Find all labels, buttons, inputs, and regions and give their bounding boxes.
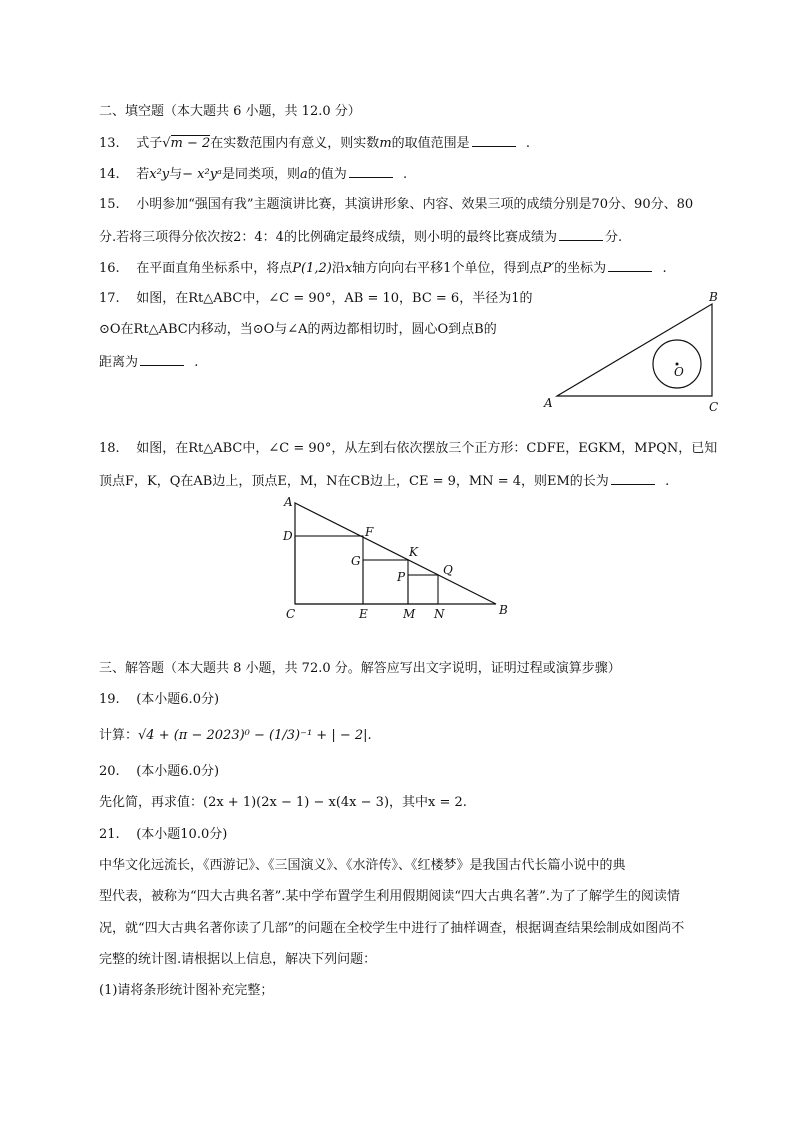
label-e-18: E bbox=[359, 607, 368, 621]
q16-axis: x bbox=[344, 261, 353, 276]
question-21-line-2: 型代表，被称为“四大古典名著”.某中学布置学生利用假期阅读“四大古典名著”.为了了解学生的阅读情 bbox=[99, 889, 680, 904]
q16-answer-blank[interactable] bbox=[608, 259, 652, 272]
square-cdfe bbox=[295, 536, 363, 604]
q19-number: 19. bbox=[99, 692, 120, 707]
label-c-18: C bbox=[286, 607, 296, 621]
q13-number: 13. bbox=[99, 136, 120, 151]
q16-number: 16. bbox=[99, 261, 120, 276]
q15-line1: 小明参加“强国有我”主题演讲比赛，其演讲形象、内容、效果三项的成绩分别是70分、90分、80 bbox=[136, 197, 694, 212]
q17-number: 17. bbox=[99, 291, 120, 306]
q14-var: a bbox=[299, 167, 308, 182]
question-15-line-1 bbox=[99, 196, 693, 214]
question-17-line-1 bbox=[99, 290, 532, 308]
triangle-abc-18 bbox=[295, 503, 496, 604]
q14-post2: 的值为 bbox=[307, 167, 347, 182]
q15-number: 15. bbox=[99, 197, 120, 212]
q21-score: (本小题10.0分) bbox=[136, 827, 228, 842]
question-19-header bbox=[99, 691, 219, 709]
question-21-line-1: 中华文化远流长，《西游记》、《三国演义》、《水浒传》、《红楼梦》是我国古代长篇小说中的典 bbox=[99, 858, 626, 873]
q17-line3: 距离为 bbox=[99, 355, 139, 370]
q16-pre: 在平面直角坐标系中，将点 bbox=[136, 261, 293, 276]
q18-number: 18. bbox=[99, 441, 120, 456]
question-20-body: 先化简，再求值：(2x + 1)(2x − 1) − x(4x − 3)，其中x = 2. bbox=[99, 795, 467, 810]
square-mpqn bbox=[408, 575, 438, 604]
q16-post2: 的坐标为 bbox=[554, 261, 607, 276]
label-b: B bbox=[709, 290, 718, 304]
q14-answer-blank[interactable] bbox=[349, 165, 393, 178]
q16-post: 轴方向向右平移1个单位，得到点 bbox=[352, 261, 543, 276]
q14-end: . bbox=[403, 167, 408, 182]
question-13 bbox=[99, 134, 530, 153]
label-b-18: B bbox=[499, 603, 508, 617]
question-17-line-3 bbox=[99, 353, 198, 372]
label-k-18: K bbox=[409, 545, 418, 559]
label-a-18: A bbox=[284, 495, 293, 509]
q17-answer-blank[interactable] bbox=[140, 353, 184, 366]
q18-end: . bbox=[665, 474, 670, 489]
q13-end: . bbox=[525, 136, 531, 151]
section-2-title: 二、填空题（本大题共 6 小题，共 12.0 分） bbox=[99, 104, 361, 119]
q16-mid: 沿 bbox=[331, 261, 345, 276]
q13-radicand: m − 2 bbox=[170, 136, 211, 151]
q18-squares-figure bbox=[280, 493, 520, 623]
question-18-line-1 bbox=[99, 440, 717, 458]
q20-number: 20. bbox=[99, 764, 120, 779]
q14-post: 是同类项，则 bbox=[221, 167, 300, 182]
question-18-line-2 bbox=[99, 472, 669, 491]
question-21-line-4: 完整的统计图.请根据以上信息，解决下列问题： bbox=[99, 952, 377, 967]
q14-pre: 若 bbox=[136, 167, 150, 182]
q16-point2: P′ bbox=[542, 261, 555, 276]
q21-number: 21. bbox=[99, 827, 120, 842]
label-n-18: N bbox=[434, 607, 445, 621]
q13-pre: 式子 bbox=[136, 136, 163, 151]
q13-var: m bbox=[379, 136, 392, 151]
q14-term2: − x²yᵃ bbox=[182, 167, 222, 182]
label-o: O bbox=[674, 365, 684, 379]
q19-expr: √4 + (π − 2023)⁰ − (1/3)⁻¹ + | − 2|. bbox=[138, 728, 372, 743]
triangle-abc bbox=[557, 304, 712, 396]
label-p-18: P bbox=[397, 570, 406, 584]
question-21-line-3: 况，就“四大古典名著你读了几部”的问题在全校学生中进行了抽样调查，根据调查结果绘制成如图尚不 bbox=[99, 921, 685, 936]
q13-answer-blank[interactable] bbox=[472, 134, 516, 147]
q18-answer-blank[interactable] bbox=[611, 472, 655, 485]
q19-pre: 计算： bbox=[99, 728, 139, 743]
section-3-title: 三、解答题（本大题共 8 小题，共 72.0 分。解答应写出文字说明，证明过程或演算步骤） bbox=[99, 661, 621, 676]
question-16 bbox=[99, 259, 667, 278]
q14-number: 14. bbox=[99, 167, 120, 182]
q18-line2a: 顶点F，K，Q在AB边上，顶点E，M，N在CB边上，CE = 9，MN = 4，则EM的长为 bbox=[99, 474, 609, 489]
label-f-18: F bbox=[365, 525, 374, 539]
label-m-18: M bbox=[403, 607, 416, 621]
question-14 bbox=[99, 165, 407, 184]
label-q-18: Q bbox=[443, 563, 453, 577]
q14-mid: 与 bbox=[169, 167, 183, 182]
q18-line1: 如图，在Rt△ABC中，∠C = 90°，从左到右依次摆放三个正方形：CDFE，EGKM，MPQN，已知 bbox=[136, 441, 718, 456]
label-g-18: G bbox=[351, 554, 361, 568]
question-20-header bbox=[99, 763, 219, 781]
q17-triangle-figure bbox=[540, 285, 730, 420]
question-21-sub-1: (1)请将条形统计图补充完整； bbox=[99, 983, 274, 998]
label-a: A bbox=[544, 396, 553, 410]
question-21-header bbox=[99, 826, 227, 844]
question-19-body bbox=[99, 727, 372, 745]
label-d-18: D bbox=[283, 529, 293, 543]
q16-end: . bbox=[662, 261, 667, 276]
q15-line2b: 分. bbox=[604, 230, 623, 245]
q17-line1: 如图，在Rt△ABC中，∠C = 90°，AB = 10，BC = 6，半径为1的 bbox=[136, 291, 533, 306]
q16-point: P(1,2) bbox=[292, 261, 332, 276]
q17-end: . bbox=[194, 355, 199, 370]
sqrt-symbol: √ bbox=[162, 136, 171, 151]
q15-answer-blank[interactable] bbox=[559, 228, 603, 241]
q13-post: 在实数范围内有意义，则实数 bbox=[210, 136, 380, 151]
q13-post2: 的取值范围是 bbox=[391, 136, 470, 151]
question-17-line-2: ⊙O在Rt△ABC内移动，当⊙O与∠A的两边都相切时，圆心O到点B的 bbox=[99, 322, 497, 337]
label-c: C bbox=[709, 400, 719, 414]
q15-line2a: 分.若将三项得分依次按2：4：4的比例确定最终成绩，则小明的最终比赛成绩为 bbox=[99, 230, 557, 245]
question-15-line-2 bbox=[99, 228, 622, 247]
q19-score: (本小题6.0分) bbox=[136, 692, 220, 707]
q14-term1: x²y bbox=[149, 167, 170, 182]
q20-score: (本小题6.0分) bbox=[136, 764, 220, 779]
